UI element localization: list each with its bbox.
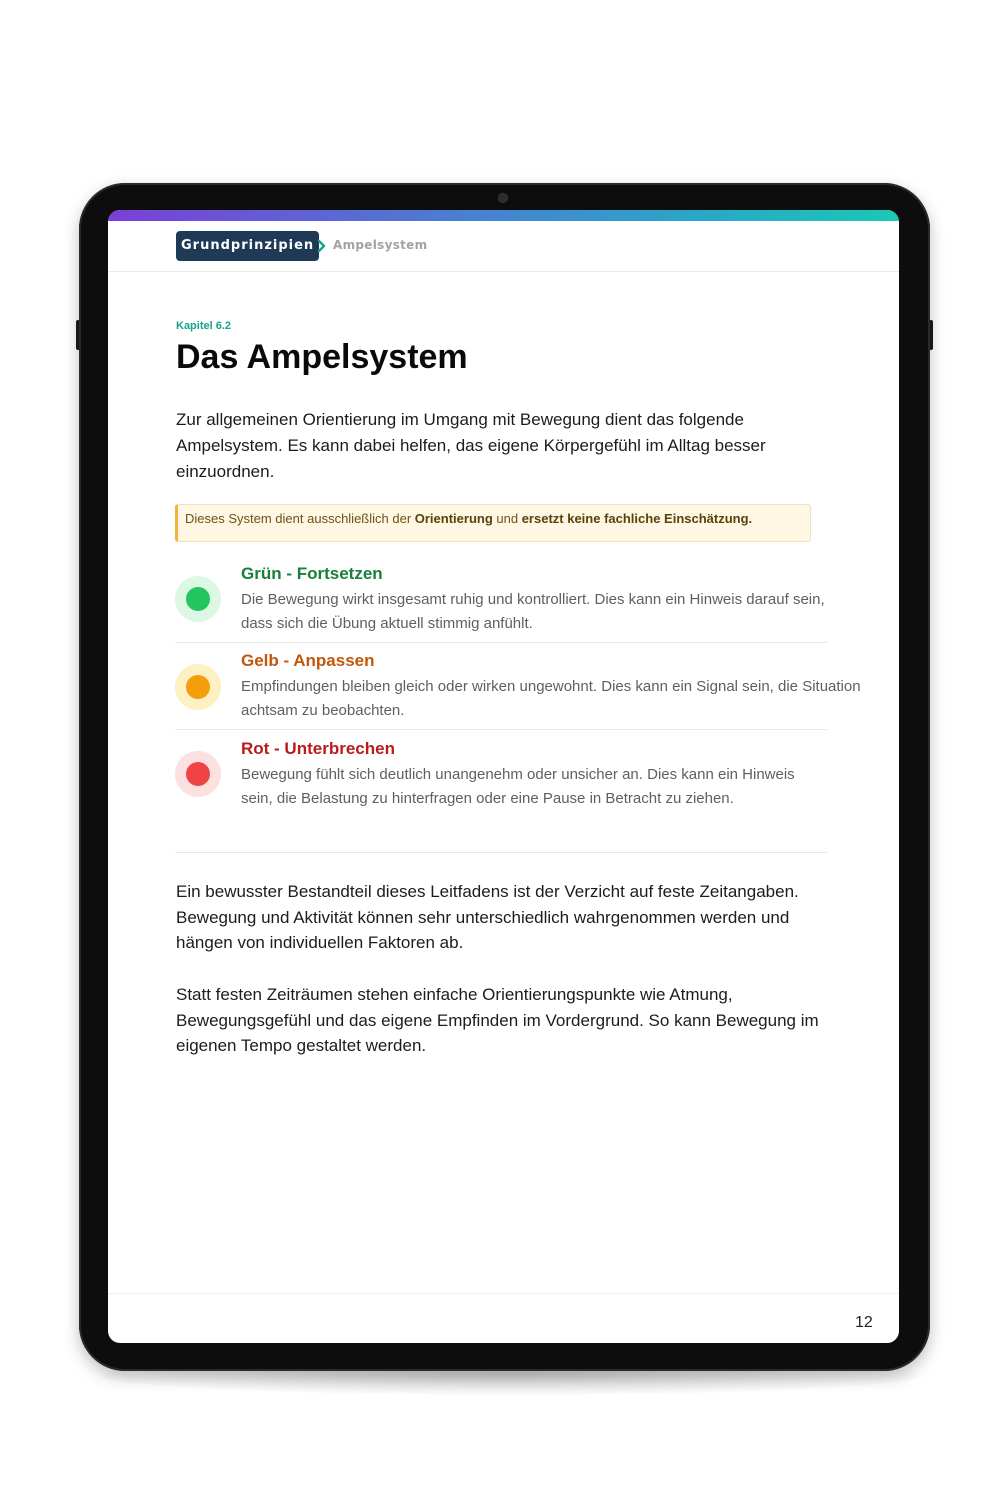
signal-description: Bewegung fühlt sich deutlich unangenehm oder unsicher an. Dies kann ein Hinweis sein, die Belastung zu hinterfragen oder eine Pause in Betracht zu ziehen. (241, 766, 795, 807)
signal-dot (186, 675, 210, 699)
page-title: Das Ampelsystem (176, 338, 468, 376)
signal-item-red (175, 735, 827, 853)
disclaimer-text: Dieses System dient ausschließlich der (185, 511, 415, 526)
signal-item-yellow (175, 647, 861, 730)
breadcrumb (108, 221, 899, 272)
footer-divider (108, 1293, 899, 1294)
signal-description: Die Bewegung wirkt insgesamt ruhig und kontrolliert. Dies kann ein Hinweis darauf sein, dass sich die Übung aktuell stimmig anfühlt. (241, 591, 825, 632)
body-paragraph: Statt festen Zeiträumen stehen einfache Orientierungspunkte wie Atmung, Bewegungsgefühl und das eigene Empfinden im Vordergrund. So kann Bewegung im eigenen Tempo gestaltet werden. (176, 985, 819, 1056)
breadcrumb-current: Ampelsystem (333, 238, 428, 252)
camera-icon (499, 194, 507, 202)
traffic-light-yellow-icon (175, 664, 221, 710)
breadcrumb-section[interactable]: Grundprinzipien (176, 231, 319, 261)
disclaimer-text-middle: und (492, 511, 522, 526)
signal-title: Rot - Unterbrechen (241, 739, 395, 758)
traffic-light-green-icon (175, 576, 221, 622)
chevron-right-icon (315, 237, 329, 255)
disclaimer-bold-ersetzt: ersetzt keine fachliche Einschätzung. (521, 511, 753, 526)
body-paragraph: Ein bewusster Bestandteil dieses Leitfadens ist der Verzicht auf feste Zeitangaben. Bewegung und Aktivität können sehr unterschiedlich wahrgenommen werden und hängen von individuellen Faktoren ab. (176, 882, 799, 953)
page-number: 12 (855, 1314, 873, 1331)
signal-title: Gelb - Anpassen (241, 651, 375, 670)
ebook-page (108, 210, 899, 1343)
accent-gradient-bar (108, 210, 899, 221)
signal-description: Empfindungen bleiben gleich oder wirken ungewohnt. Dies kann ein Signal sein, die Situation achtsam zu beobachten. (241, 678, 861, 719)
chapter-label: Kapitel 6.2 (176, 320, 232, 332)
signal-item-green (175, 560, 827, 643)
signal-dot (186, 762, 210, 786)
traffic-light-red-icon (175, 751, 221, 797)
intro-paragraph: Zur allgemeinen Orientierung im Umgang mit Bewegung dient das folgende Ampelsystem. Es kann dabei helfen, das eigene Körpergefühl im Alltag besser einzuordnen. (176, 410, 766, 481)
signal-title: Grün - Fortsetzen (241, 564, 383, 583)
disclaimer-bold-orientierung: Orientierung (414, 511, 493, 526)
disclaimer-callout (175, 504, 811, 542)
signal-dot (186, 587, 210, 611)
